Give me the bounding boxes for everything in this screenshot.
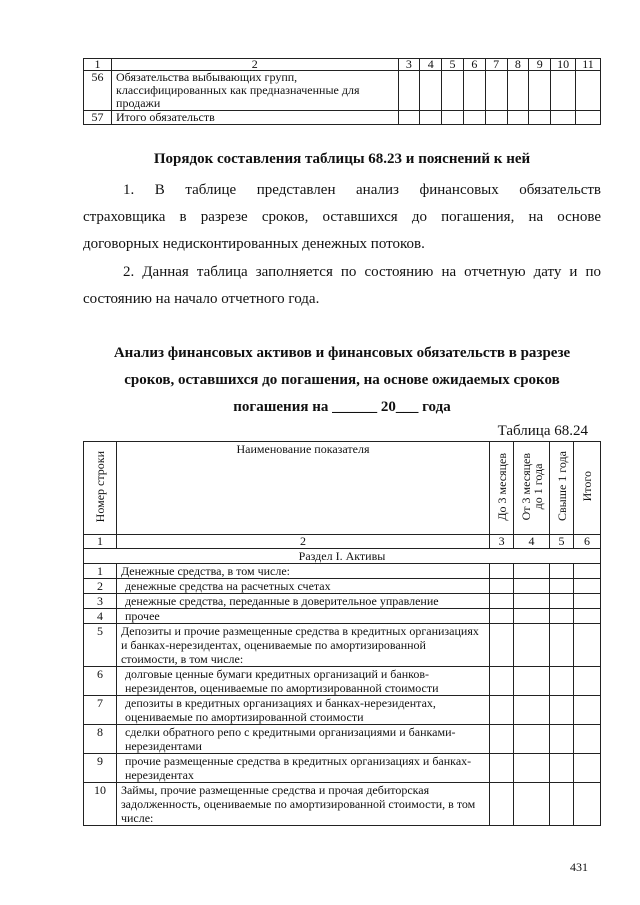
table-title-line: сроков, оставшихся до погашения, на основе ожидаемых сроков: [124, 372, 560, 388]
value-cell: [490, 609, 514, 624]
table-row: [84, 71, 601, 111]
row-name: сделки обратного репо с кредитными организациями и банками-нерезидентами: [116, 725, 489, 754]
value-cell: [514, 667, 550, 696]
table-row: [84, 579, 601, 594]
top-header-cell: 1: [84, 59, 112, 71]
paragraph-line: 2. Данная таблица заполняется по состоянию на отчетную дату и по: [123, 264, 601, 280]
value-cell: [550, 609, 574, 624]
value-cell: [514, 564, 550, 579]
header-col6: Итого: [574, 442, 601, 535]
row-number: 5: [84, 624, 117, 667]
value-cell: [442, 111, 464, 125]
index-cell: 2: [116, 535, 489, 549]
index-cell: 1: [84, 535, 117, 549]
value-cell: [574, 667, 601, 696]
section-label: Раздел I. Активы: [84, 549, 601, 564]
section-row: [84, 549, 601, 564]
header-name: Наименование показателя: [116, 442, 489, 535]
table-row: [84, 111, 601, 125]
top-header-cell: 3: [398, 59, 420, 71]
index-cell: 4: [514, 535, 550, 549]
value-cell: [398, 111, 420, 125]
row-number: 10: [84, 783, 117, 826]
row-name: прочее: [116, 609, 489, 624]
top-header-cell: 2: [112, 59, 399, 71]
top-header-cell: 4: [420, 59, 442, 71]
value-cell: [514, 725, 550, 754]
value-cell: [514, 609, 550, 624]
value-cell: [507, 71, 529, 111]
value-cell: [514, 754, 550, 783]
value-cell: [514, 783, 550, 826]
value-cell: [551, 71, 576, 111]
top-table-header-row: [84, 59, 601, 71]
value-cell: [574, 696, 601, 725]
main-table: [83, 441, 601, 826]
paragraph-line: страховщика в разрезе сроков, оставшихся до погашения, на основе: [83, 209, 601, 225]
value-cell: [550, 579, 574, 594]
row-number: 56: [84, 71, 112, 111]
value-cell: [550, 725, 574, 754]
paragraph-2: [83, 259, 601, 313]
value-cell: [442, 71, 464, 111]
value-cell: [514, 594, 550, 609]
value-cell: [507, 111, 529, 125]
index-cell: 5: [550, 535, 574, 549]
row-number: 1: [84, 564, 117, 579]
table-row: [84, 725, 601, 754]
value-cell: [485, 71, 507, 111]
table-row: [84, 609, 601, 624]
index-cell: 3: [490, 535, 514, 549]
value-cell: [550, 667, 574, 696]
value-cell: [490, 594, 514, 609]
value-cell: [463, 111, 485, 125]
value-cell: [490, 564, 514, 579]
main-table-body: [84, 564, 601, 826]
top-header-cell: 5: [442, 59, 464, 71]
value-cell: [550, 754, 574, 783]
row-name: долговые ценные бумаги кредитных организаций и банков-нерезидентов, оцениваемые по амортизированной стоимости: [116, 667, 489, 696]
table-row: [84, 564, 601, 579]
header-col5: Свыше 1 года: [550, 442, 574, 535]
header-col4: От 3 месяцев до 1 года: [514, 442, 550, 535]
value-cell: [574, 725, 601, 754]
value-cell: [490, 725, 514, 754]
row-name: Депозиты и прочие размещенные средства в кредитных организациях и банках-нерезидентах, оцениваемые по амортизированной стоимости, в том числе:: [116, 624, 489, 667]
top-header-cell: 11: [576, 59, 601, 71]
table-row: [84, 783, 601, 826]
row-number: 8: [84, 725, 117, 754]
value-cell: [576, 111, 601, 125]
value-cell: [574, 594, 601, 609]
section-heading: Порядок составления таблицы 68.23 и пояснений к ней: [153, 151, 531, 167]
table-row: [84, 696, 601, 725]
value-cell: [529, 71, 551, 111]
index-cell: 6: [574, 535, 601, 549]
header-col3: До 3 месяцев: [490, 442, 514, 535]
value-cell: [490, 783, 514, 826]
value-cell: [574, 624, 601, 667]
value-cell: [574, 609, 601, 624]
value-cell: [574, 564, 601, 579]
top-header-cell: 6: [463, 59, 485, 71]
value-cell: [514, 579, 550, 594]
value-cell: [576, 71, 601, 111]
paragraph-1: [83, 177, 601, 258]
row-name: Денежные средства, в том числе:: [116, 564, 489, 579]
row-name: депозиты в кредитных организациях и банках-нерезидентах, оцениваемые по амортизированной стоимости: [116, 696, 489, 725]
row-number: 7: [84, 696, 117, 725]
value-cell: [551, 111, 576, 125]
value-cell: [420, 71, 442, 111]
value-cell: [550, 594, 574, 609]
top-header-cell: 10: [551, 59, 576, 71]
row-name: Итого обязательств: [112, 111, 399, 125]
value-cell: [529, 111, 551, 125]
value-cell: [490, 667, 514, 696]
table-title-line: погашения на ______ 20___ года: [233, 399, 451, 415]
value-cell: [574, 579, 601, 594]
paragraph-line: состоянию на начало отчетного года.: [83, 291, 320, 307]
row-name: денежные средства, переданные в доверительное управление: [116, 594, 489, 609]
value-cell: [420, 111, 442, 125]
value-cell: [514, 624, 550, 667]
row-name: Займы, прочие размещенные средства и прочая дебиторская задолженность, оцениваемые по амортизированной стоимости, в том числе:: [116, 783, 489, 826]
value-cell: [574, 783, 601, 826]
page-number: 431: [570, 860, 588, 874]
value-cell: [490, 696, 514, 725]
value-cell: [574, 754, 601, 783]
paragraph-line: договорных недисконтированных денежных потоков.: [83, 236, 425, 252]
table-row: [84, 754, 601, 783]
top-header-cell: 7: [485, 59, 507, 71]
table-caption: Таблица 68.24: [497, 423, 588, 439]
value-cell: [490, 579, 514, 594]
value-cell: [463, 71, 485, 111]
paragraph-line: 1. В таблице представлен анализ финансовых обязательств: [123, 182, 601, 198]
row-number: 3: [84, 594, 117, 609]
table-row: [84, 667, 601, 696]
value-cell: [398, 71, 420, 111]
value-cell: [490, 624, 514, 667]
top-header-cell: 8: [507, 59, 529, 71]
top-header-cell: 9: [529, 59, 551, 71]
row-name: прочие размещенные средства в кредитных организациях и банках-нерезидентах: [116, 754, 489, 783]
value-cell: [550, 783, 574, 826]
table-row: [84, 624, 601, 667]
row-number: 9: [84, 754, 117, 783]
value-cell: [550, 624, 574, 667]
row-name: денежные средства на расчетных счетах: [116, 579, 489, 594]
index-row: [84, 535, 601, 549]
row-number: 6: [84, 667, 117, 696]
row-number: 2: [84, 579, 117, 594]
value-cell: [490, 754, 514, 783]
value-cell: [514, 696, 550, 725]
row-number: 57: [84, 111, 112, 125]
value-cell: [485, 111, 507, 125]
row-name: Обязательства выбывающих групп, классифицированных как предназначенные для продажи: [112, 71, 399, 111]
table-row: [84, 594, 601, 609]
header-row-number: Номер строки: [84, 442, 117, 535]
main-table-header-row: [84, 442, 601, 535]
value-cell: [550, 564, 574, 579]
row-number: 4: [84, 609, 117, 624]
table-title-line: Анализ финансовых активов и финансовых обязательств в разрезе: [113, 345, 571, 361]
top-table: [83, 58, 601, 125]
value-cell: [550, 696, 574, 725]
